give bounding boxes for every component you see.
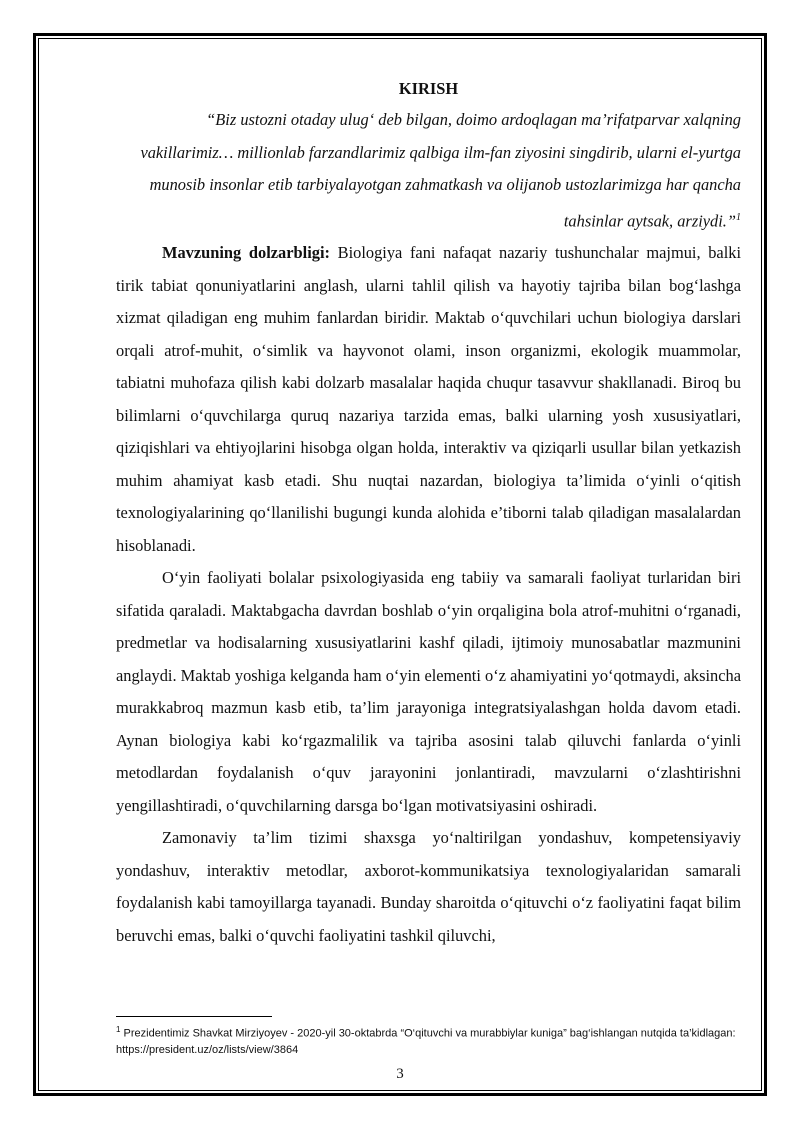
paragraph-text: Biologiya fani nafaqat nazariy tushunchalar majmui, balki tirik tabiat qonuniyatlarini anglash, ularni tahlil qilish va hayotiy tajriba bilan bog‘lashga xizmat qiladigan eng muhim fanlardan biridir. Maktab o‘quvchilari uchun biologiya darslari orqali atrof-muhit, o‘simlik va hayvonot olami, inson organizmi, ekologik muammolar, tabiatni muhofaza qilish kabi dolzarb masalalar haqida chuqur tasavvur shakllanadi. Biroq bu bilimlarni o‘quvchilarga quruq nazariya tarzida emas, balki ularning yosh xususiyatlari, qiziqishlari va ehtiyojlarini hisobga olgan holda, interaktiv va qiziqarli usullar bilan yetkazish muhim ahamiyat kasb etadi. Shu nuqtai nazardan, biologiya ta’limida o‘yinli o‘qitish texnologiyalarining qo‘llanilishi bugungi kunda alohida e’tiborni talab qiladigan masalalardan hisoblanadi. [116,243,741,555]
epigraph-footnote-ref: 1 [736,211,741,223]
paragraph-game-activity: O‘yin faoliyati bolalar psixologiyasida eng tabiiy va samarali faoliyat turlaridan biri sifatida qaraladi. Maktabgacha davrdan boshlab o‘yin orqaligina bola atrof-muhitni o‘rganadi, predmetlar va hodisalarning xususiyatlarini kashf qiladi, ijtimoiy munosabatlar mazmunini anglaydi. Maktab yoshiga kelganda ham o‘yin elementi o‘z ahamiyatini yo‘qotmaydi, aksincha murakkabroq mazmun kasb etib, ta’lim jarayoniga integratsiyalashgan holda davom etadi. Aynan biologiya kabi ko‘rgazmalilik va tajriba asosini talab qiluvchi fanlarda o‘yinli metodlardan foydalanish o‘quv jarayonini jonlantiradi, mavzularni o‘zlashtirishni yengillashtiradi, o‘quvchilarning darsga bo‘lgan motivatsiyasini oshiradi. [116,568,741,815]
epigraph-text: “Biz ustozni otaday ulug‘ deb bilgan, doimo ardoqlagan ma’rifatparvar xalqning vakillarimiz… millionlab farzandlarimiz qalbiga ilm-fan ziyosini singdirib, ularni el-yurtga munosib insonlar etib tarbiyalayotgan zahmatkash va olijanob ustozlarimizga har qancha tahsinlar aytsak, arziydi.” [140,110,741,230]
footnote-separator [116,1016,272,1017]
document-page [116,74,741,952]
epigraph-quote [116,104,741,237]
paragraph-modern-education: Zamonaviy ta’lim tizimi shaxsga yo‘naltirilgan yondashuv, kompetensiyaviy yondashuv, interaktiv metodlar, axborot-kommunikatsiya texnologiyalaridan samarali foydalanish kabi tamoyillarga tayanadi. Bunday sharoitda o‘qituvchi o‘z faoliyatini faqat bilim beruvchi emas, balki o‘quvchi faoliyatini tashkil qiluvchi, [116,828,741,945]
footnote [116,1022,736,1058]
section-heading: KIRISH [398,79,459,98]
paragraph-relevance [116,237,741,562]
paragraph-lead: Mavzuning dolzarbligi: [162,243,330,263]
footnote-marker: 1 [116,1025,121,1034]
page-number: 3 [396,1066,404,1082]
footnote-text: Prezidentimiz Shavkat Mirziyoyev - 2020-yil 30-oktabrda “O‘qituvchi va murabbiylar kuniga” bag‘ishlangan nutqida ta’kidlagan: https://president.uz/oz/lists/view/3864 [116,1027,736,1056]
